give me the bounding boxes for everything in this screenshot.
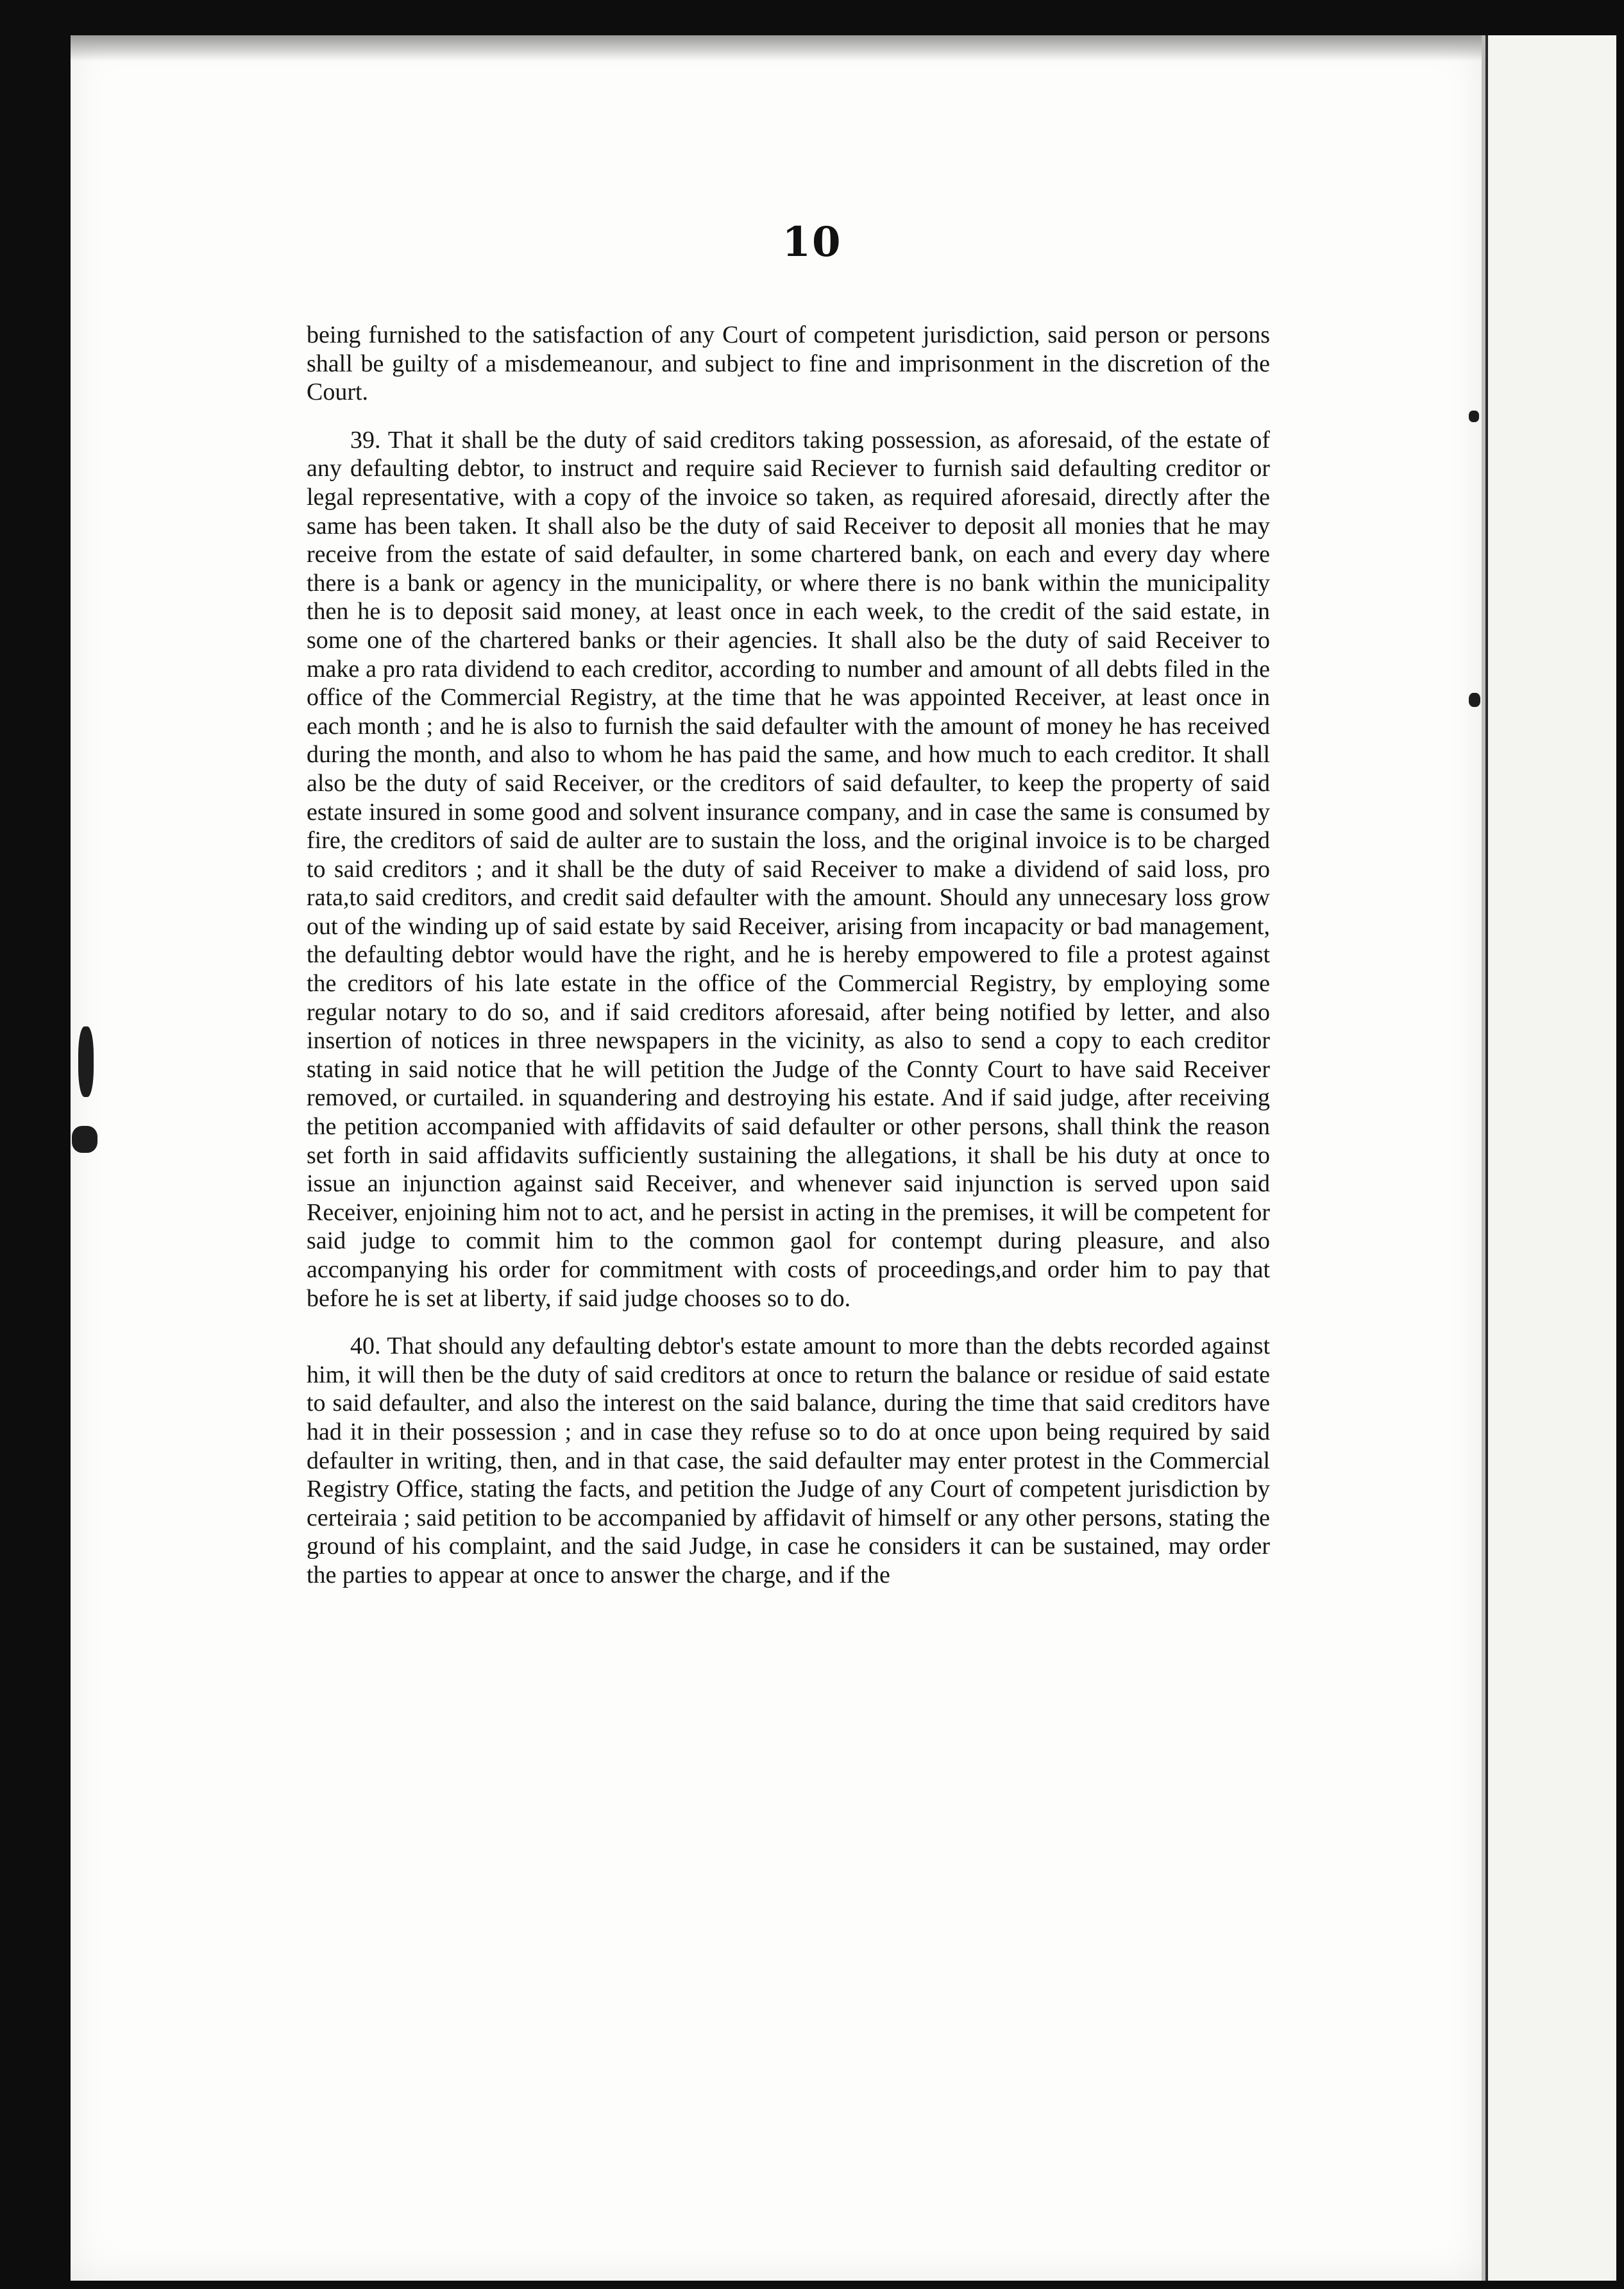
page-body [307, 321, 1270, 1590]
ink-blot [1469, 693, 1480, 707]
paragraph-continuation: being furnished to the satisfaction of any Court of competent jurisdiction, said person or persons shall be guilty of a misdemeanour, and subject to fine and imprisonment in the discretion of the Court. [307, 321, 1270, 406]
adjacent-page-edge [1485, 35, 1616, 2281]
page-number: 10 [782, 218, 842, 266]
paragraph-section-39: 39. That it shall be the duty of said creditors taking possession, as aforesaid, of the estate of any defaulting debtor, to instruct and require said Reciever to furnish said defaulting creditor or legal representative, with a copy of the invoice so taken, as required aforesaid, directly after the same has been taken. It shall also be the duty of said Receiver to deposit all monies that he may receive from the estate of said defaulter, in some chartered bank, on each and every day where there is a bank or agency in the municipality, or where there is no bank within the municipality then he is to deposit said money, at least once in each week, to the credit of the said estate, in some one of the chartered banks or their agencies. It shall also be the duty of said Receiver to make a pro rata dividend to each creditor, according to number and amount of all debts filed in the office of the Commercial Registry, at the time that he was appointed Receiver, at least once in each month ; and he is also to furnish the said defaulter with the amount of money he has received during the month, and also to whom he has paid the same, and how much to each creditor. It shall also be the duty of said Receiver, or the creditors of said defaulter, to keep the property of said estate insured in some good and solvent insurance company, and in case the same is consumed by fire, the creditors of said de aulter are to sustain the loss, and the original invoice is to be charged to said creditors ; and it shall be the duty of said Receiver to make a dividend of said loss, pro rata,to said creditors, and credit said defaulter with the amount. Should any unnecesary loss grow out of the winding up of said estate by said Receiver, arising from incapacity or bad management, the defaulting debtor would have the right, and he is hereby empowered to file a protest against the creditors of his late estate in the office of the Commercial Registry, by employing some regular notary to do so, and if said creditors aforesaid, after being notified by letter, and also insertion of notices in three newspapers in the vicinity, as also to send a copy to each creditor stating in said notice that he will petition the Judge of the Connty Court to have said Receiver removed, or curtailed. in squandering and destroying his estate. And if said judge, after receiving the petition accompanied with affidavits of said defaulter or other persons, shall think the reason set forth in said affidavits sufficiently sustaining the allegations, it shall be his duty at once to issue an injunction against said Receiver, and whenever said injunction is served upon said Receiver, enjoining him not to act, and he persist in acting in the premises, it will be competent for said judge to commit him to the common gaol for contempt during pleasure, and also accompanying his order for commitment with costs of proceedings,and order him to pay that before he is set at liberty, if said judge chooses so to do. [307, 426, 1270, 1312]
ink-blot [72, 1126, 97, 1153]
ink-blot [78, 1026, 94, 1097]
paragraph-section-40: 40. That should any defaulting debtor's estate amount to more than the debts recorded against him, it will then be the duty of said creditors at once to return the balance or residue of said estate to said defaulter, and also the interest on the said balance, during the time that said creditors have had it in their possession ; and in case they refuse so to do at once upon being required by said defaulter in writing, then, and in that case, the said defaulter may enter protest in the Commercial Registry Office, stating the facts, and petition the Judge of any Court of competent jurisdiction by certeiraia ; said petition to be accompanied by affidavit of himself or any other persons, stating the ground of his complaint, and the said Judge, in case he considers it can be sustained, may order the parties to appear at once to answer the charge, and if the [307, 1332, 1270, 1588]
ink-blot [1469, 411, 1479, 422]
film-border [0, 0, 1624, 35]
